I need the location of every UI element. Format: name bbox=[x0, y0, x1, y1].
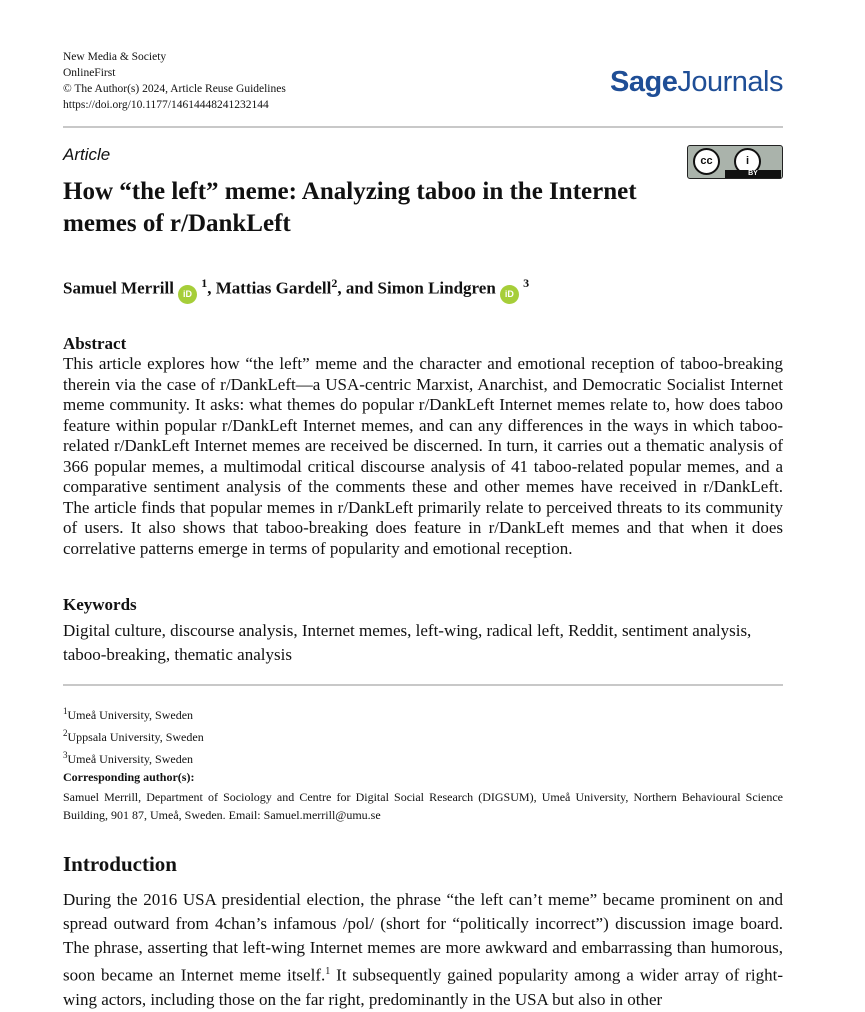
orcid-icon[interactable]: iD bbox=[500, 285, 519, 304]
journal-name: New Media & Society bbox=[63, 51, 167, 63]
introduction-text: During the 2016 USA presidential election, the phrase “the left can’t meme” became prominent on and spread outward from 4chan’s infamous /pol/ (short for “politically incorrect”) discussion image board. The phrase, asserting that left-wing Internet memes are more awkward and embarrassing than humorous, soon became an Internet meme itself.$^1$ It subsequently gained popularity among a wider array of right-wing actors, including those on the far right, predominantly in the USA but also in other bbox=[63, 890, 783, 1009]
orcid-icon[interactable]: iD bbox=[178, 285, 197, 304]
affiliations-divider bbox=[63, 684, 783, 686]
list-item: $^3$Umeå University, Sweden bbox=[63, 750, 194, 766]
corresponding-text: Samuel Merrill, Department of Sociology and Centre for Digital Social Research (DIGSUM), Umeå University, Northern Behavioural Science Building, 901 87, Umeå, Sweden. Email: Samuel.merrill@umu.se bbox=[63, 790, 783, 822]
article-type-label: Article bbox=[63, 145, 111, 164]
footnote-ref[interactable]: 1 bbox=[325, 966, 331, 977]
author-name[interactable]: Mattias Gardell bbox=[215, 278, 332, 298]
abstract-text: This article explores how “the left” meme and the character and emotional reception of taboo-breaking therein via the case of r/DankLeft—a USA-centric Marxist, Anarchist, and Democratic Socialist Internet meme community. It asks: what themes do popular r/DankLeft Internet memes relate to, how does taboo feature within popular r/DankLeft Internet memes, and can any differences in the ways in which taboo-related r/DankLeft Internet memes are received be discerned. In turn, it carries out a thematic analysis of 366 popular memes, a multimodal critical discourse analysis of 41 taboo-related popular memes, and a comparative sentiment analysis of the comments these and other memes have received in r/DankLeft. The article finds that popular memes in r/DankLeft primarily relate to perceived threats to its community of users. It also shows that taboo-breaking does feature in r/DankLeft memes and that when it does correlative patterns emerge in terms of popularity and emotional reception. bbox=[63, 354, 783, 558]
author-list: Samuel Merrill iD $^1$, Mattias Gardell$^2$, and Simon Lindgren iD $^3$ bbox=[63, 276, 529, 304]
header-divider bbox=[63, 126, 783, 128]
affiliation-list bbox=[63, 702, 204, 768]
author-name[interactable]: Simon Lindgren bbox=[377, 278, 496, 298]
article-title: How “the left” meme: Analyzing taboo in the Internet memes of r/DankLeft bbox=[63, 178, 637, 237]
journal-meta bbox=[63, 49, 286, 113]
keywords-text: Digital culture, discourse analysis, Internet memes, left-wing, radical left, Reddit, sentiment analysis, taboo-breaking, thematic analysis bbox=[63, 621, 752, 664]
doi-link[interactable]: https://doi.org/10.1177/14614448241232144 bbox=[63, 99, 269, 111]
author-name[interactable]: Samuel Merrill bbox=[63, 278, 174, 298]
attribution-icon: i bbox=[734, 148, 761, 175]
article-page bbox=[63, 0, 783, 1009]
sage-journals-logo: SageJournals bbox=[610, 66, 783, 98]
cc-icon: cc bbox=[693, 148, 720, 175]
abstract-heading: Abstract bbox=[63, 334, 127, 353]
corresponding-heading: Corresponding author(s): bbox=[63, 770, 195, 784]
introduction-heading: Introduction bbox=[63, 852, 177, 876]
cc-by-license-badge[interactable] bbox=[687, 145, 783, 179]
author-affil-sup: 3 bbox=[523, 276, 530, 290]
keywords-heading: Keywords bbox=[63, 595, 137, 614]
by-label: BY bbox=[725, 170, 781, 178]
author-affil-sup: 2 bbox=[331, 276, 338, 290]
copyright-line[interactable]: © The Author(s) 2024, Article Reuse Guidelines bbox=[63, 83, 286, 95]
journal-edition: OnlineFirst bbox=[63, 67, 116, 79]
author-affil-sup: 1 bbox=[201, 276, 208, 290]
list-item: $^1$Umeå University, Sweden bbox=[63, 706, 194, 722]
page-header bbox=[63, 0, 783, 128]
list-item: $^2$Uppsala University, Sweden bbox=[63, 728, 204, 744]
